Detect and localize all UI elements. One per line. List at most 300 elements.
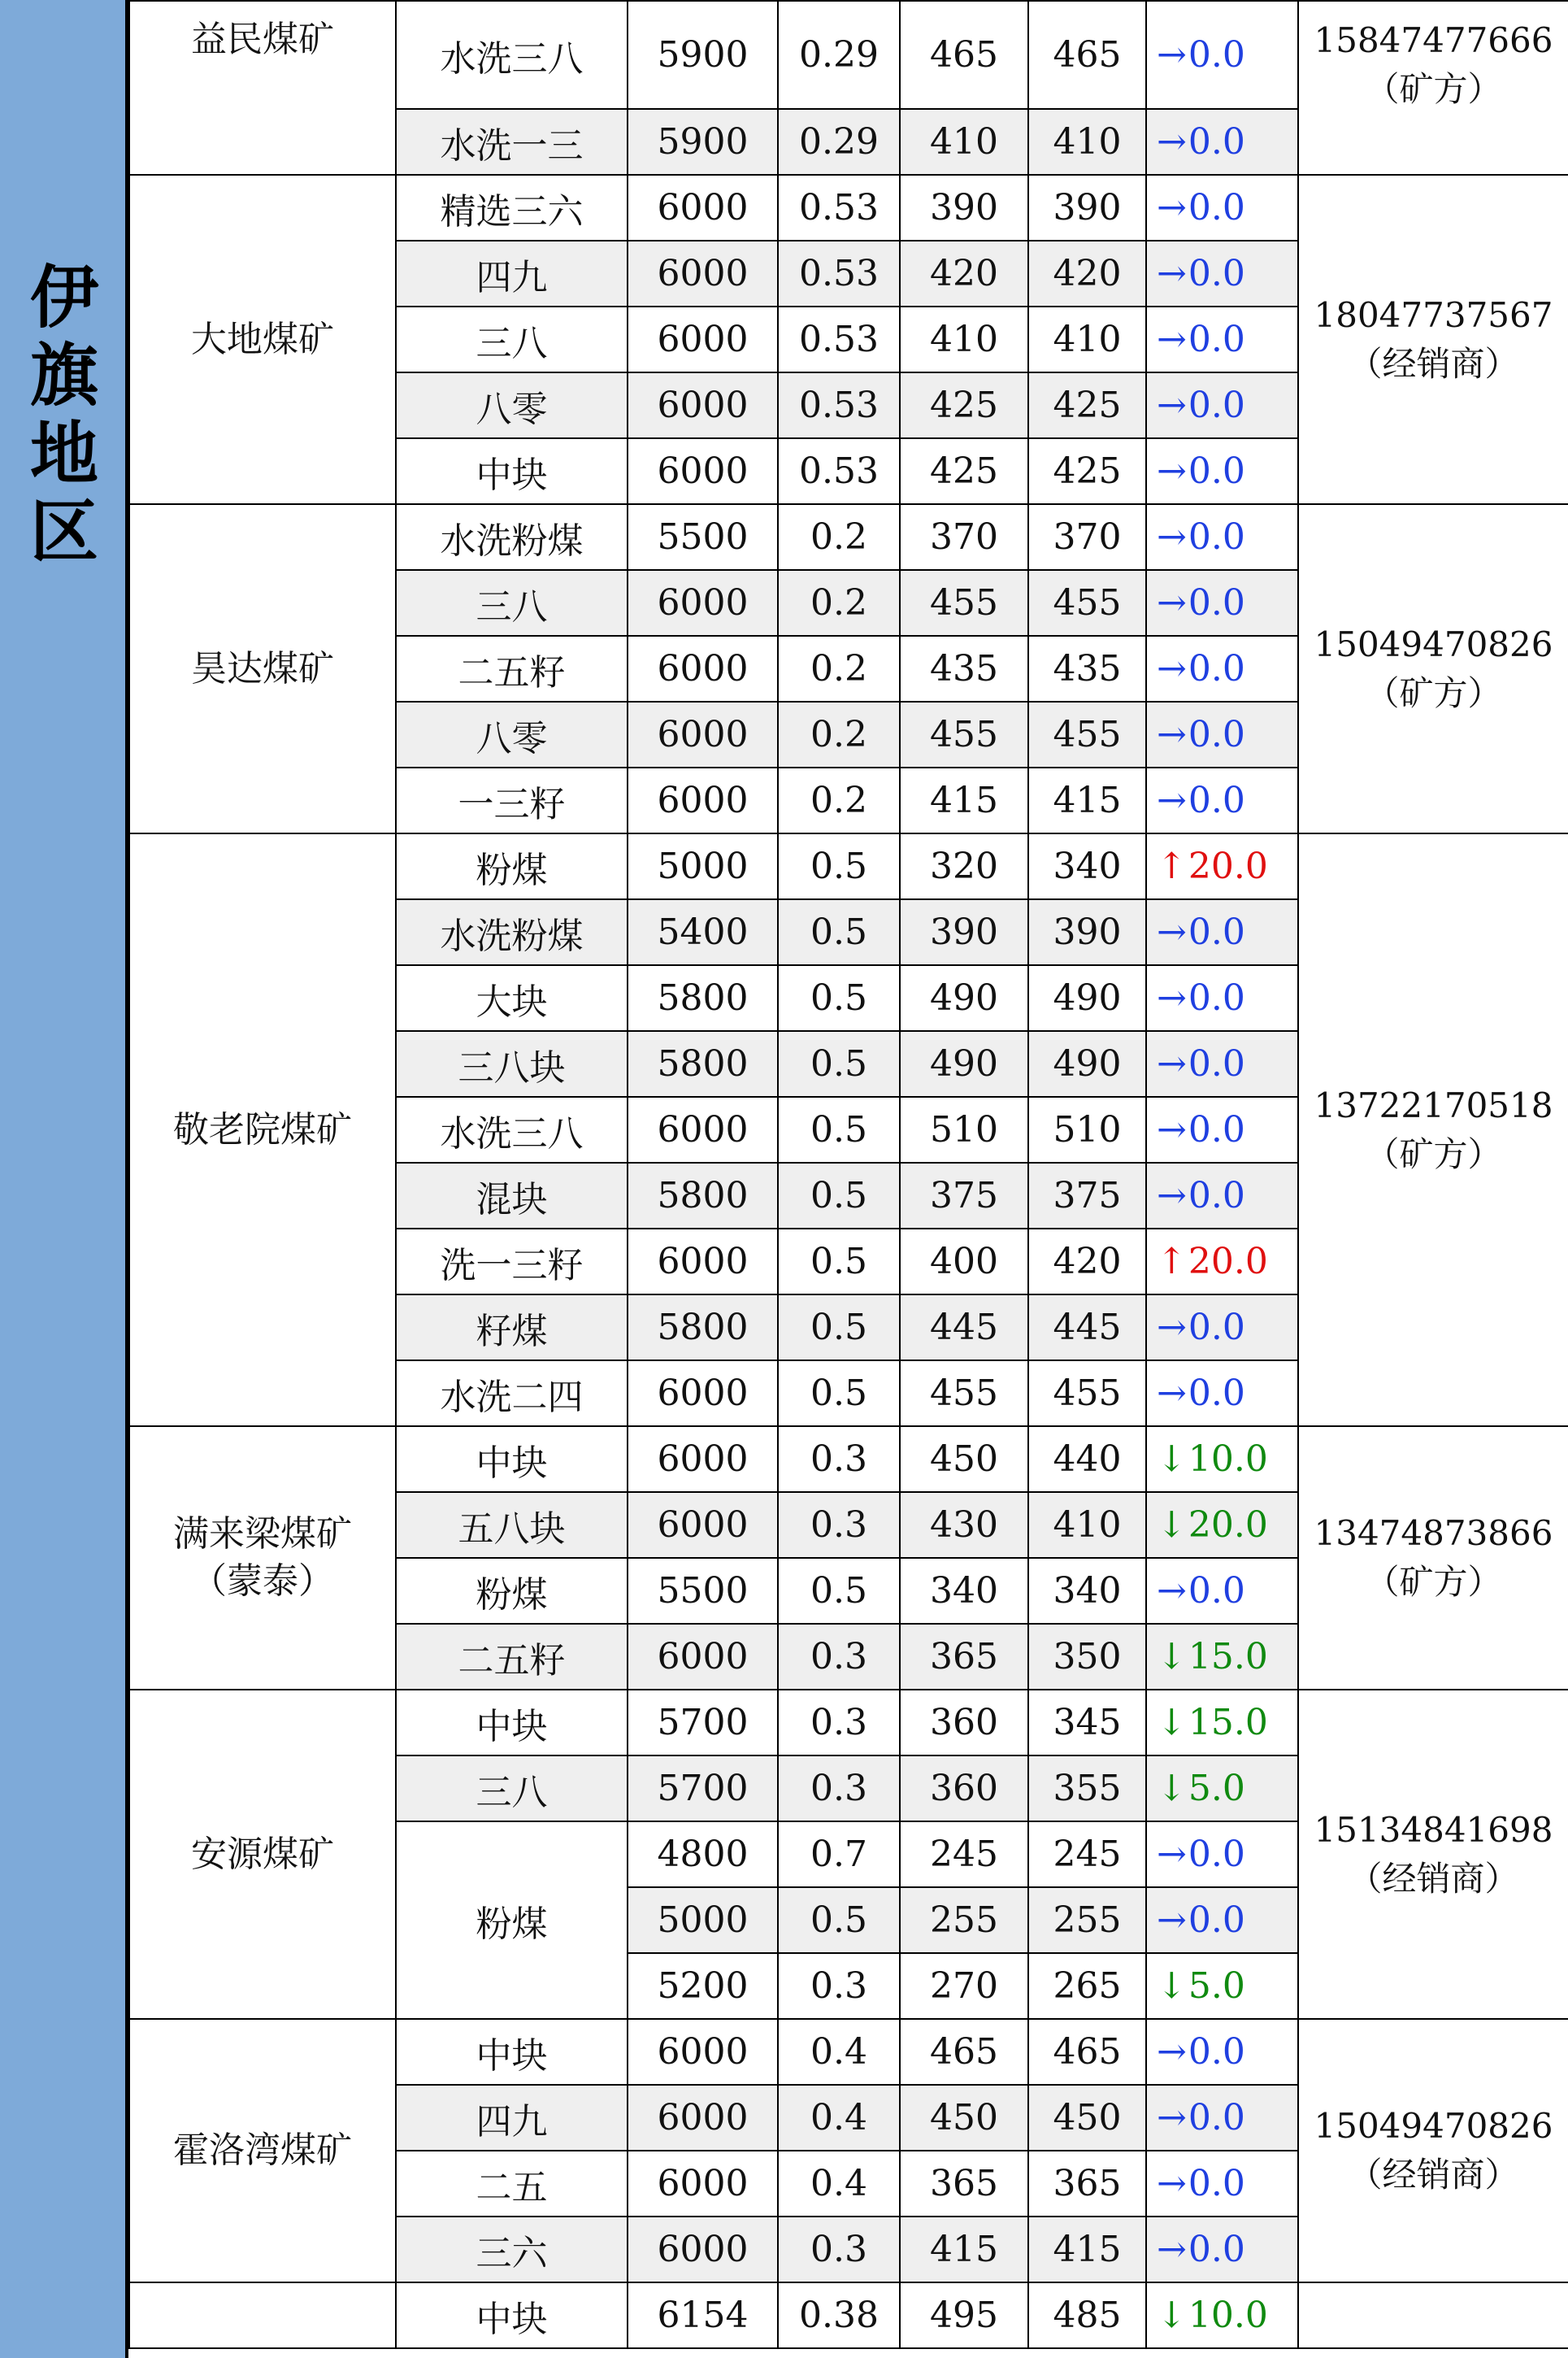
change-value: 10.0 xyxy=(1188,2295,1268,2336)
calorific-value: 5900 xyxy=(628,1,778,109)
sulfur-content: 0.5 xyxy=(778,1294,900,1360)
change-value: 0.0 xyxy=(1188,121,1245,163)
previous-price: 455 xyxy=(900,570,1028,636)
contact-phone[interactable]: 15049470826 xyxy=(1314,624,1553,664)
calorific-value: 6000 xyxy=(628,2151,778,2217)
product-name: 中块 xyxy=(396,438,628,504)
contact-phone[interactable]: 15134841698 xyxy=(1314,1809,1553,1850)
mine-name-cell xyxy=(129,175,396,504)
contact-role: （矿方） xyxy=(1365,1133,1502,1174)
contact-phone[interactable]: 15049470826 xyxy=(1314,2106,1553,2146)
current-price: 370 xyxy=(1028,504,1146,570)
contact-cell xyxy=(1298,1,1568,175)
change-value: 0.0 xyxy=(1188,1307,1245,1348)
calorific-value: 5700 xyxy=(628,1690,778,1755)
current-price: 440 xyxy=(1028,1426,1146,1492)
product-name: 四九 xyxy=(396,241,628,307)
trend-right-arrow-icon: → xyxy=(1157,648,1187,690)
current-price: 425 xyxy=(1028,438,1146,504)
change-value: 20.0 xyxy=(1188,846,1268,887)
mine-name-cell xyxy=(129,1426,396,1690)
price-change xyxy=(1146,2151,1298,2217)
change-value: 5.0 xyxy=(1188,1768,1245,1809)
change-value: 0.0 xyxy=(1188,187,1245,228)
sulfur-content: 0.38 xyxy=(778,2282,900,2348)
sulfur-content: 0.3 xyxy=(778,1624,900,1690)
price-change xyxy=(1146,241,1298,307)
product-name: 四九 xyxy=(396,2085,628,2151)
mine-name: 敬老院煤矿 xyxy=(173,1108,352,1151)
previous-price: 415 xyxy=(900,768,1028,833)
contact-cell xyxy=(1298,2019,1568,2282)
change-value: 0.0 xyxy=(1188,385,1245,426)
sulfur-content: 0.53 xyxy=(778,372,900,438)
calorific-value: 6000 xyxy=(628,2019,778,2085)
price-change xyxy=(1146,1558,1298,1624)
current-price: 410 xyxy=(1028,1492,1146,1558)
trend-right-arrow-icon: → xyxy=(1157,2163,1187,2204)
current-price: 340 xyxy=(1028,833,1146,899)
price-change xyxy=(1146,1755,1298,1821)
calorific-value: 6000 xyxy=(628,1097,778,1163)
trend-down-arrow-icon: ↓ xyxy=(1157,1504,1187,1546)
product-name: 粉煤 xyxy=(396,1821,628,2019)
calorific-value: 6000 xyxy=(628,1229,778,1294)
change-value: 0.0 xyxy=(1188,2031,1245,2073)
contact-role: （矿方） xyxy=(1365,69,1502,109)
change-value: 0.0 xyxy=(1188,319,1245,360)
current-price: 390 xyxy=(1028,175,1146,241)
product-name: 水洗二四 xyxy=(396,1360,628,1426)
trend-down-arrow-icon: ↓ xyxy=(1157,1636,1187,1677)
calorific-value: 6000 xyxy=(628,1624,778,1690)
trend-right-arrow-icon: → xyxy=(1157,385,1187,426)
trend-up-arrow-icon: ↑ xyxy=(1157,846,1187,887)
previous-price: 510 xyxy=(900,1097,1028,1163)
contact-role: （矿方） xyxy=(1365,1562,1502,1602)
previous-price: 425 xyxy=(900,438,1028,504)
calorific-value: 6000 xyxy=(628,636,778,702)
mine-name-cell xyxy=(129,1,396,175)
previous-price: 245 xyxy=(900,1821,1028,1887)
coal-price-table xyxy=(128,0,1568,2349)
trend-right-arrow-icon: → xyxy=(1157,1373,1187,1414)
mine-name: 益民煤矿 xyxy=(191,19,334,60)
current-price: 390 xyxy=(1028,899,1146,965)
calorific-value: 5800 xyxy=(628,1163,778,1229)
mine-name: 大地煤矿 xyxy=(191,318,334,360)
sulfur-content: 0.3 xyxy=(778,1492,900,1558)
product-name: 三六 xyxy=(396,2217,628,2282)
current-price: 455 xyxy=(1028,570,1146,636)
previous-price: 365 xyxy=(900,2151,1028,2217)
price-change xyxy=(1146,2019,1298,2085)
product-name: 中块 xyxy=(396,2282,628,2348)
product-name: 洗一三籽 xyxy=(396,1229,628,1294)
mine-name-cell xyxy=(129,504,396,833)
product-name: 三八 xyxy=(396,570,628,636)
sulfur-content: 0.2 xyxy=(778,702,900,768)
contact-cell xyxy=(1298,1690,1568,2019)
sulfur-content: 0.4 xyxy=(778,2085,900,2151)
previous-price: 445 xyxy=(900,1294,1028,1360)
change-value: 20.0 xyxy=(1188,1241,1268,1282)
product-name: 籽煤 xyxy=(396,1294,628,1360)
mine-name: 安源煤矿 xyxy=(191,1833,334,1875)
contact-cell xyxy=(1298,504,1568,833)
price-change xyxy=(1146,1821,1298,1887)
contact-phone[interactable]: 13722170518 xyxy=(1314,1085,1553,1125)
change-value: 0.0 xyxy=(1188,2163,1245,2204)
calorific-value: 5700 xyxy=(628,1755,778,1821)
trend-right-arrow-icon: → xyxy=(1157,121,1187,163)
trend-right-arrow-icon: → xyxy=(1157,1834,1187,1875)
contact-cell xyxy=(1298,175,1568,504)
price-change xyxy=(1146,1229,1298,1294)
table-row xyxy=(129,1690,1568,1755)
calorific-value: 6000 xyxy=(628,570,778,636)
trend-down-arrow-icon: ↓ xyxy=(1157,1768,1187,1809)
calorific-value: 6000 xyxy=(628,1426,778,1492)
sulfur-content: 0.5 xyxy=(778,1163,900,1229)
sulfur-content: 0.3 xyxy=(778,1426,900,1492)
sulfur-content: 0.5 xyxy=(778,1031,900,1097)
mine-name: （蒙泰） xyxy=(191,1560,334,1602)
current-price: 410 xyxy=(1028,109,1146,175)
current-price: 450 xyxy=(1028,2085,1146,2151)
price-change xyxy=(1146,1492,1298,1558)
table-row xyxy=(129,833,1568,899)
calorific-value: 5500 xyxy=(628,504,778,570)
sulfur-content: 0.5 xyxy=(778,965,900,1031)
previous-price: 435 xyxy=(900,636,1028,702)
trend-right-arrow-icon: → xyxy=(1157,34,1187,76)
calorific-value: 5000 xyxy=(628,833,778,899)
trend-right-arrow-icon: → xyxy=(1157,977,1187,1019)
product-name: 三八块 xyxy=(396,1031,628,1097)
product-name: 中块 xyxy=(396,1426,628,1492)
trend-right-arrow-icon: → xyxy=(1157,780,1187,821)
region-char: 伊 xyxy=(29,258,98,337)
current-price: 415 xyxy=(1028,768,1146,833)
price-change xyxy=(1146,899,1298,965)
change-value: 0.0 xyxy=(1188,2097,1245,2138)
price-change xyxy=(1146,1426,1298,1492)
current-price: 465 xyxy=(1028,2019,1146,2085)
change-value: 0.0 xyxy=(1188,1570,1245,1612)
previous-price: 270 xyxy=(900,1953,1028,2019)
change-value: 0.0 xyxy=(1188,1175,1245,1216)
current-price: 420 xyxy=(1028,241,1146,307)
product-name: 二五籽 xyxy=(396,1624,628,1690)
current-price: 265 xyxy=(1028,1953,1146,2019)
previous-price: 340 xyxy=(900,1558,1028,1624)
contact-cell xyxy=(1298,2282,1568,2348)
calorific-value: 6154 xyxy=(628,2282,778,2348)
change-value: 0.0 xyxy=(1188,780,1245,821)
change-value: 0.0 xyxy=(1188,516,1245,558)
price-change xyxy=(1146,1887,1298,1953)
previous-price: 370 xyxy=(900,504,1028,570)
price-change xyxy=(1146,1294,1298,1360)
calorific-value: 6000 xyxy=(628,1492,778,1558)
contact-phone[interactable]: 18047737567 xyxy=(1314,294,1553,335)
product-name: 二五 xyxy=(396,2151,628,2217)
sulfur-content: 0.53 xyxy=(778,175,900,241)
sulfur-content: 0.29 xyxy=(778,109,900,175)
price-change xyxy=(1146,307,1298,372)
current-price: 490 xyxy=(1028,1031,1146,1097)
sulfur-content: 0.3 xyxy=(778,1755,900,1821)
change-value: 0.0 xyxy=(1188,253,1245,294)
previous-price: 465 xyxy=(900,1,1028,109)
current-price: 245 xyxy=(1028,1821,1146,1887)
sulfur-content: 0.5 xyxy=(778,1229,900,1294)
region-sidebar xyxy=(0,0,128,2358)
price-change xyxy=(1146,175,1298,241)
trend-right-arrow-icon: → xyxy=(1157,2229,1187,2270)
mine-name-cell xyxy=(129,2019,396,2282)
change-value: 20.0 xyxy=(1188,1504,1268,1546)
trend-down-arrow-icon: ↓ xyxy=(1157,2295,1187,2336)
product-name: 二五籽 xyxy=(396,636,628,702)
change-value: 0.0 xyxy=(1188,911,1245,953)
current-price: 445 xyxy=(1028,1294,1146,1360)
region-char: 区 xyxy=(29,492,98,572)
sulfur-content: 0.5 xyxy=(778,833,900,899)
change-value: 0.0 xyxy=(1188,1373,1245,1414)
previous-price: 420 xyxy=(900,241,1028,307)
contact-role: （矿方） xyxy=(1365,672,1502,713)
mine-name: 霍洛湾煤矿 xyxy=(173,2130,352,2171)
price-change xyxy=(1146,504,1298,570)
price-change xyxy=(1146,1953,1298,2019)
calorific-value: 6000 xyxy=(628,307,778,372)
calorific-value: 5900 xyxy=(628,109,778,175)
change-value: 10.0 xyxy=(1188,1438,1268,1480)
mine-name-cell xyxy=(129,833,396,1426)
previous-price: 255 xyxy=(900,1887,1028,1953)
change-value: 0.0 xyxy=(1188,582,1245,624)
product-name: 精选三六 xyxy=(396,175,628,241)
previous-price: 375 xyxy=(900,1163,1028,1229)
price-change xyxy=(1146,109,1298,175)
trend-right-arrow-icon: → xyxy=(1157,582,1187,624)
previous-price: 455 xyxy=(900,702,1028,768)
current-price: 355 xyxy=(1028,1755,1146,1821)
previous-price: 490 xyxy=(900,1031,1028,1097)
change-value: 0.0 xyxy=(1188,2229,1245,2270)
price-change xyxy=(1146,1690,1298,1755)
price-change xyxy=(1146,1031,1298,1097)
change-value: 0.0 xyxy=(1188,1043,1245,1085)
price-change xyxy=(1146,1163,1298,1229)
calorific-value: 6000 xyxy=(628,702,778,768)
previous-price: 465 xyxy=(900,2019,1028,2085)
previous-price: 415 xyxy=(900,2217,1028,2282)
change-value: 0.0 xyxy=(1188,450,1245,492)
product-name: 水洗粉煤 xyxy=(396,899,628,965)
trend-right-arrow-icon: → xyxy=(1157,450,1187,492)
previous-price: 390 xyxy=(900,899,1028,965)
trend-down-arrow-icon: ↓ xyxy=(1157,1438,1187,1480)
previous-price: 360 xyxy=(900,1690,1028,1755)
current-price: 425 xyxy=(1028,372,1146,438)
price-change xyxy=(1146,2085,1298,2151)
sulfur-content: 0.29 xyxy=(778,1,900,109)
sulfur-content: 0.7 xyxy=(778,1821,900,1887)
price-change xyxy=(1146,702,1298,768)
current-price: 415 xyxy=(1028,2217,1146,2282)
previous-price: 495 xyxy=(900,2282,1028,2348)
product-name: 中块 xyxy=(396,1690,628,1755)
contact-role: （经销商） xyxy=(1348,1858,1519,1899)
previous-price: 425 xyxy=(900,372,1028,438)
mine-name-cell xyxy=(129,2282,396,2348)
product-name: 水洗三八 xyxy=(396,1,628,109)
calorific-value: 6000 xyxy=(628,768,778,833)
current-price: 410 xyxy=(1028,307,1146,372)
table-row xyxy=(129,1,1568,109)
price-change xyxy=(1146,2282,1298,2348)
trend-right-arrow-icon: → xyxy=(1157,911,1187,953)
current-price: 365 xyxy=(1028,2151,1146,2217)
product-name: 五八块 xyxy=(396,1492,628,1558)
mine-name-cell xyxy=(129,1690,396,2019)
change-value: 0.0 xyxy=(1188,714,1245,755)
product-name: 水洗三八 xyxy=(396,1097,628,1163)
trend-right-arrow-icon: → xyxy=(1157,1109,1187,1151)
sulfur-content: 0.2 xyxy=(778,768,900,833)
contact-role: （经销商） xyxy=(1348,343,1519,384)
sulfur-content: 0.5 xyxy=(778,1558,900,1624)
sulfur-content: 0.3 xyxy=(778,1953,900,2019)
trend-right-arrow-icon: → xyxy=(1157,2031,1187,2073)
contact-phone[interactable]: 13474873866 xyxy=(1314,1513,1553,1553)
calorific-value: 4800 xyxy=(628,1821,778,1887)
previous-price: 400 xyxy=(900,1229,1028,1294)
previous-price: 430 xyxy=(900,1492,1028,1558)
region-label xyxy=(28,259,101,571)
product-name: 三八 xyxy=(396,307,628,372)
price-change xyxy=(1146,570,1298,636)
price-change xyxy=(1146,1624,1298,1690)
previous-price: 450 xyxy=(900,1426,1028,1492)
change-value: 0.0 xyxy=(1188,977,1245,1019)
price-change xyxy=(1146,965,1298,1031)
table-body xyxy=(129,1,1568,2348)
contact-cell xyxy=(1298,1426,1568,1690)
current-price: 345 xyxy=(1028,1690,1146,1755)
trend-down-arrow-icon: ↓ xyxy=(1157,1702,1187,1743)
calorific-value: 6000 xyxy=(628,1360,778,1426)
price-change xyxy=(1146,1097,1298,1163)
previous-price: 450 xyxy=(900,2085,1028,2151)
calorific-value: 6000 xyxy=(628,438,778,504)
price-change xyxy=(1146,833,1298,899)
previous-price: 410 xyxy=(900,307,1028,372)
table-row xyxy=(129,2019,1568,2085)
calorific-value: 5800 xyxy=(628,965,778,1031)
table-row xyxy=(129,1426,1568,1492)
table-row xyxy=(129,175,1568,241)
current-price: 340 xyxy=(1028,1558,1146,1624)
calorific-value: 5800 xyxy=(628,1031,778,1097)
contact-cell xyxy=(1298,833,1568,1426)
product-name: 八零 xyxy=(396,702,628,768)
price-change xyxy=(1146,768,1298,833)
product-name: 大块 xyxy=(396,965,628,1031)
calorific-value: 6000 xyxy=(628,175,778,241)
sulfur-content: 0.5 xyxy=(778,1360,900,1426)
price-change xyxy=(1146,1360,1298,1426)
product-name: 水洗一三 xyxy=(396,109,628,175)
current-price: 510 xyxy=(1028,1097,1146,1163)
previous-price: 455 xyxy=(900,1360,1028,1426)
change-value: 0.0 xyxy=(1188,1899,1245,1941)
trend-right-arrow-icon: → xyxy=(1157,253,1187,294)
change-value: 0.0 xyxy=(1188,648,1245,690)
price-change xyxy=(1146,636,1298,702)
previous-price: 390 xyxy=(900,175,1028,241)
product-name: 水洗粉煤 xyxy=(396,504,628,570)
current-price: 465 xyxy=(1028,1,1146,109)
current-price: 435 xyxy=(1028,636,1146,702)
calorific-value: 6000 xyxy=(628,372,778,438)
product-name: 中块 xyxy=(396,2019,628,2085)
current-price: 455 xyxy=(1028,1360,1146,1426)
table-row xyxy=(129,2282,1568,2348)
calorific-value: 6000 xyxy=(628,2217,778,2282)
current-price: 420 xyxy=(1028,1229,1146,1294)
contact-phone[interactable]: 15847477666 xyxy=(1314,20,1553,60)
price-change xyxy=(1146,2217,1298,2282)
previous-price: 490 xyxy=(900,965,1028,1031)
calorific-value: 5800 xyxy=(628,1294,778,1360)
trend-right-arrow-icon: → xyxy=(1157,714,1187,755)
change-value: 15.0 xyxy=(1188,1702,1268,1743)
table-row xyxy=(129,504,1568,570)
sulfur-content: 0.2 xyxy=(778,570,900,636)
previous-price: 410 xyxy=(900,109,1028,175)
previous-price: 365 xyxy=(900,1624,1028,1690)
change-value: 5.0 xyxy=(1188,1965,1245,2007)
sulfur-content: 0.4 xyxy=(778,2151,900,2217)
calorific-value: 5400 xyxy=(628,899,778,965)
trend-right-arrow-icon: → xyxy=(1157,1043,1187,1085)
change-value: 15.0 xyxy=(1188,1636,1268,1677)
previous-price: 360 xyxy=(900,1755,1028,1821)
product-name: 粉煤 xyxy=(396,833,628,899)
region-char: 地 xyxy=(29,414,98,494)
sulfur-content: 0.53 xyxy=(778,307,900,372)
price-change xyxy=(1146,372,1298,438)
calorific-value: 5000 xyxy=(628,1887,778,1953)
calorific-value: 5500 xyxy=(628,1558,778,1624)
current-price: 350 xyxy=(1028,1624,1146,1690)
sulfur-content: 0.2 xyxy=(778,636,900,702)
calorific-value: 6000 xyxy=(628,2085,778,2151)
change-value: 0.0 xyxy=(1188,1109,1245,1151)
trend-right-arrow-icon: → xyxy=(1157,2097,1187,2138)
mine-name: 昊达煤矿 xyxy=(191,647,334,690)
trend-up-arrow-icon: ↑ xyxy=(1157,1241,1187,1282)
price-change xyxy=(1146,438,1298,504)
region-char: 旗 xyxy=(29,336,98,415)
mine-name: 满来梁煤矿 xyxy=(173,1513,352,1555)
sulfur-content: 0.4 xyxy=(778,2019,900,2085)
calorific-value: 5200 xyxy=(628,1953,778,2019)
